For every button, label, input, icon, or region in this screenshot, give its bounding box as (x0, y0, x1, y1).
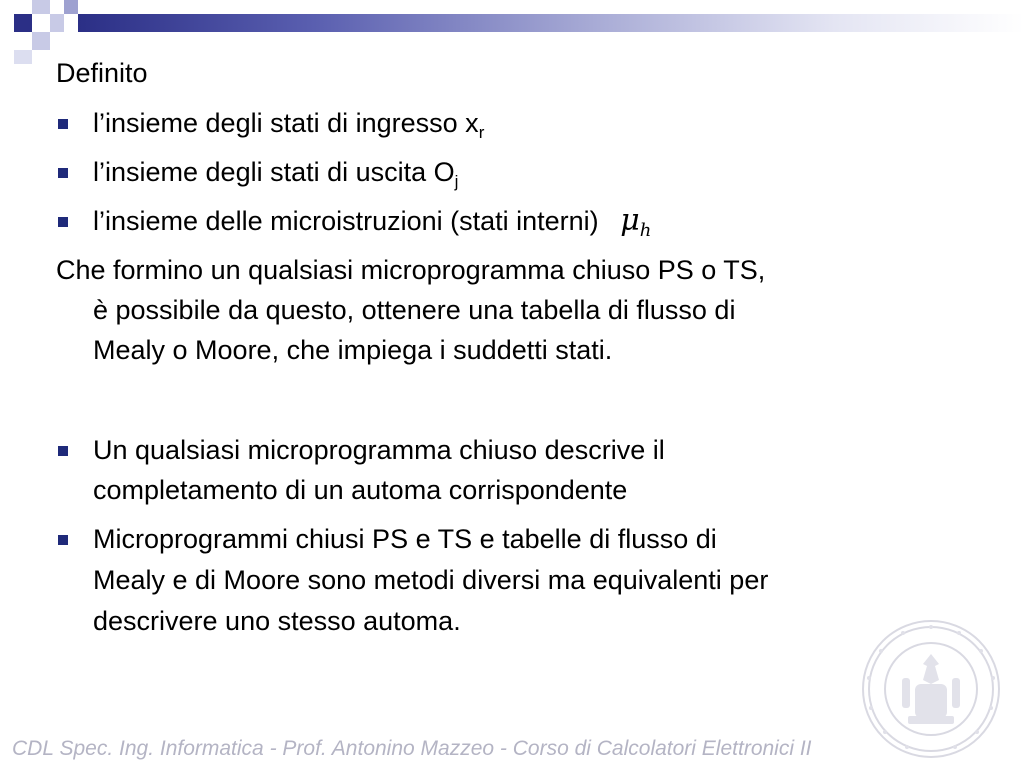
header-square-light (32, 32, 50, 50)
paragraph-line: Che formino un qualsiasi microprogramma chiuso PS o TS, (56, 255, 766, 285)
bullet-text: l’insieme delle microistruzioni (stati interni) (93, 206, 599, 236)
paragraph-line: è possibile da questo, ottenere una tabella di flusso di (93, 295, 736, 325)
bullet-text: l’insieme degli stati di ingresso x (93, 108, 479, 138)
bullet-square-icon (58, 217, 68, 227)
bullet-text: l’insieme degli stati di uscita O (93, 157, 455, 187)
bullet-square-icon (58, 119, 68, 129)
bullet-square-icon (58, 168, 68, 178)
bullet-subscript: r (478, 123, 485, 142)
bullet-line: Un qualsiasi microprogramma chiuso descrive il (93, 435, 665, 465)
header-square-mid (64, 0, 78, 14)
mu-symbol: $\mu_h$ (620, 203, 652, 241)
header-gradient-band (78, 14, 1024, 32)
university-seal-icon (860, 618, 1002, 760)
bullet-output-states (93, 152, 458, 192)
paragraph-line: Mealy o Moore, che impiega i suddetti stati. (93, 335, 613, 365)
footer-text: CDL Spec. Ing. Informatica - Prof. Antonino Mazzeo - Corso di Calcolatori Elettronici II (12, 737, 812, 760)
header-square-light (32, 0, 50, 14)
bullet-line: Mealy e di Moore sono metodi diversi ma equivalenti per (93, 565, 769, 595)
bullet-microinstructions (93, 201, 651, 241)
intro-text: Definito (56, 58, 148, 88)
bullet-line: completamento di un automa corrispondente (93, 475, 628, 505)
bullet-square-icon (58, 446, 68, 456)
header-square-light (14, 50, 32, 64)
header-square-dark (14, 14, 32, 32)
bullet-subscript: j (454, 172, 459, 191)
bullet-square-icon (58, 535, 68, 545)
header-square-light (50, 14, 64, 32)
bullet-input-states (93, 103, 484, 143)
bullet-line: Microprogrammi chiusi PS e TS e tabelle di flusso di (93, 524, 717, 554)
bullet-line: descrivere uno stesso automa. (93, 606, 461, 636)
